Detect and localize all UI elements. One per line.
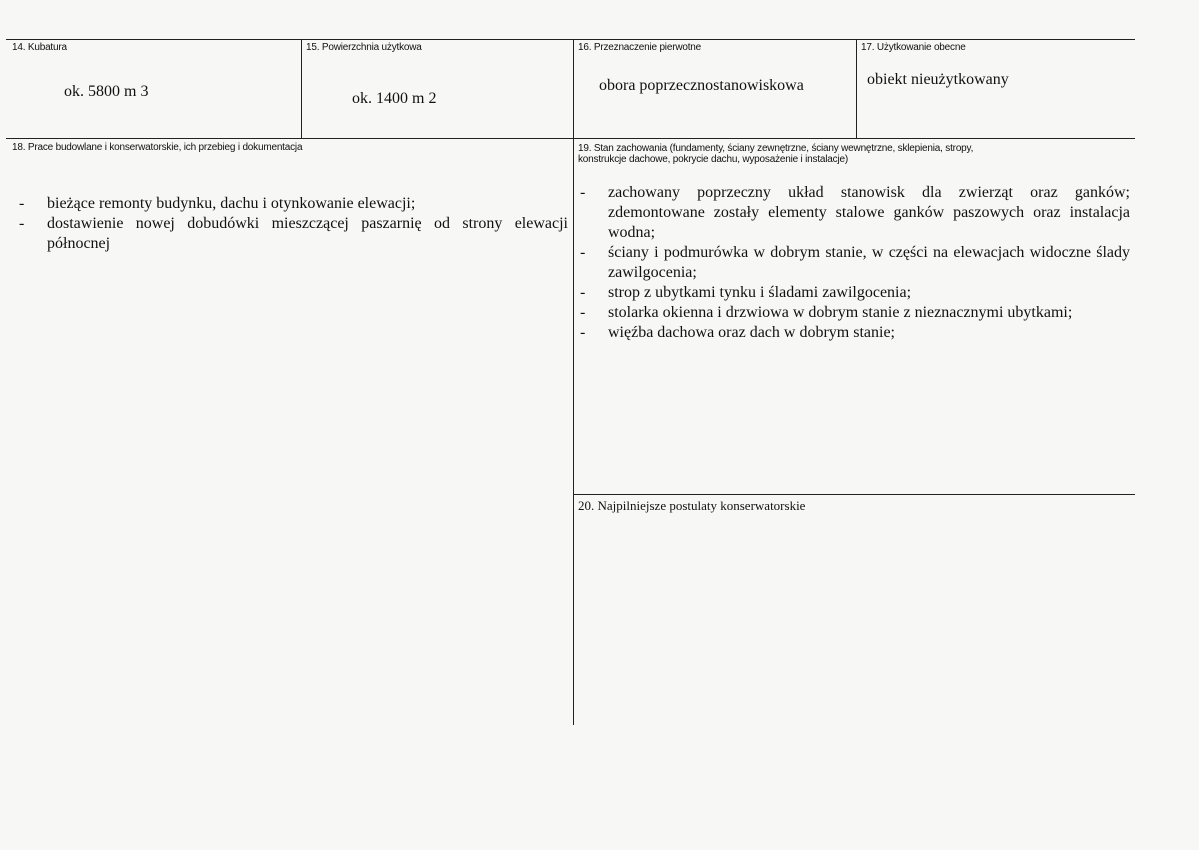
bullet-dash: - bbox=[580, 324, 586, 341]
value-przeznaczenie: obora poprzecznostanowiskowa bbox=[599, 77, 804, 94]
value-kubatura: ok. 5800 m 3 bbox=[64, 83, 149, 100]
list-item bbox=[580, 323, 1130, 343]
list-item bbox=[580, 303, 1130, 323]
list-item bbox=[19, 194, 568, 214]
label-uzytkowanie: 17. Użytkowanie obecne bbox=[861, 42, 966, 53]
list-item-text: stolarka okienna i drzwiowa w dobrym stanie z nieznacznymi ubytkami; bbox=[608, 304, 1073, 321]
label-stan-zachowania-line1: 19. Stan zachowania (fundamenty, ściany zewnętrzne, ściany wewnętrzne, sklepienia, stropy, bbox=[578, 143, 974, 154]
bullet-dash: - bbox=[580, 284, 586, 301]
rule-section-20-top bbox=[573, 494, 1135, 495]
bullet-dash: - bbox=[580, 244, 586, 261]
list-stan-zachowania bbox=[580, 183, 1130, 343]
list-item-text: zachowany poprzeczny układ stanowisk dla zwierząt oraz ganków; zdemontowane zostały elementy stalowe ganków paszowych oraz instalacja wodna; bbox=[608, 184, 1130, 241]
divider-14-15 bbox=[301, 39, 302, 138]
divider-18-19 bbox=[573, 138, 574, 725]
rule-row1-bottom bbox=[6, 138, 1135, 139]
divider-15-16 bbox=[573, 39, 574, 138]
list-item-text: więźba dachowa oraz dach w dobrym stanie; bbox=[608, 324, 895, 341]
label-przeznaczenie: 16. Przeznaczenie pierwotne bbox=[578, 42, 702, 53]
list-item bbox=[580, 283, 1130, 303]
list-item bbox=[580, 183, 1130, 243]
list-item-text: dostawienie nowej dobudówki mieszczącej paszarnię od strony elewacji północnej bbox=[47, 215, 568, 252]
bullet-dash: - bbox=[580, 304, 586, 321]
list-item bbox=[19, 214, 568, 254]
list-prace-budowlane bbox=[19, 194, 568, 254]
bullet-dash: - bbox=[580, 184, 586, 201]
label-powierzchnia: 15. Powierzchnia użytkowa bbox=[306, 42, 422, 53]
divider-16-17 bbox=[856, 39, 857, 138]
bullet-dash: - bbox=[19, 195, 25, 212]
list-item-text: ściany i podmurówka w dobrym stanie, w części na elewacjach widoczne ślady zawilgocenia; bbox=[608, 244, 1130, 281]
list-item bbox=[580, 243, 1130, 283]
list-item-text: bieżące remonty budynku, dachu i otynkowanie elewacji; bbox=[47, 195, 416, 212]
list-item-text: strop z ubytkami tynku i śladami zawilgocenia; bbox=[608, 284, 912, 301]
top-rule bbox=[6, 39, 1135, 40]
value-uzytkowanie: obiekt nieużytkowany bbox=[867, 71, 1009, 88]
label-postulaty: 20. Najpilniejsze postulaty konserwatorskie bbox=[578, 498, 806, 513]
value-powierzchnia: ok. 1400 m 2 bbox=[352, 90, 437, 107]
label-stan-zachowania-line2: konstrukcje dachowe, pokrycie dachu, wyposażenie i instalacje) bbox=[578, 154, 848, 165]
bullet-dash: - bbox=[19, 215, 25, 232]
label-kubatura: 14. Kubatura bbox=[12, 42, 67, 53]
label-prace-budowlane: 18. Prace budowlane i konserwatorskie, ich przebieg i dokumentacja bbox=[12, 142, 303, 153]
